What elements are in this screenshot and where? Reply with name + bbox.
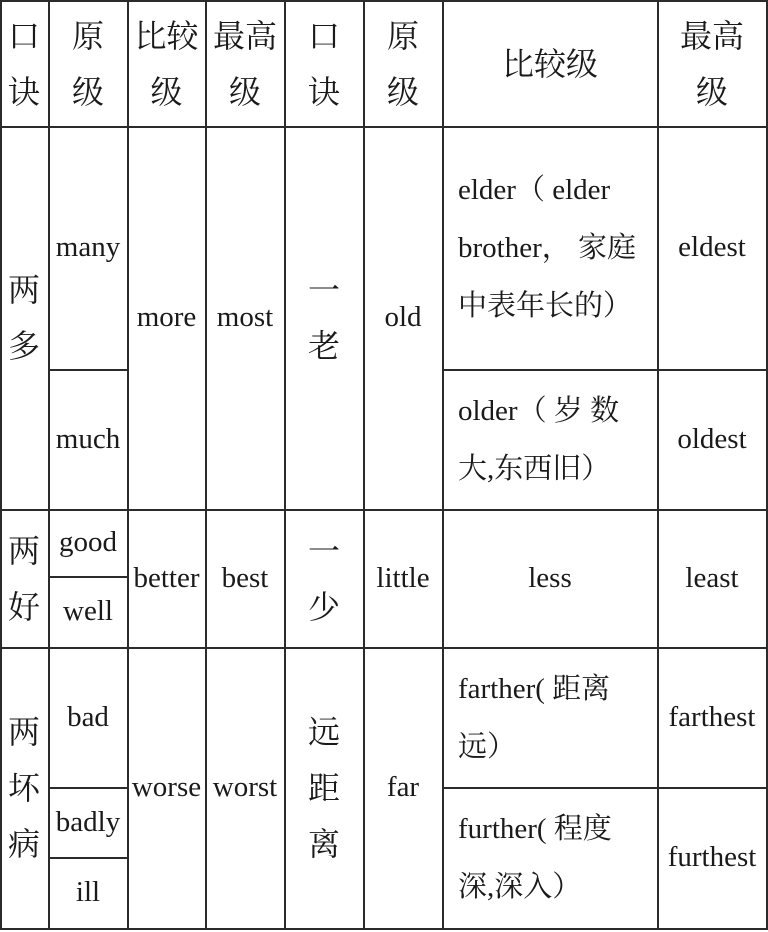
header-zuigaoji-2: 最高 级 [679,16,744,111]
superlative-least: least [685,561,739,594]
positive-much: much [55,422,121,455]
koujue-lianghao: 两 好 [7,531,40,626]
positive-ill: ill [75,876,101,909]
header-koujue: 口 诀 [7,16,40,111]
superlative-most: most [216,301,274,334]
positive-many: many [55,231,121,264]
header-bijiaoji-2: 比较级 [501,44,598,83]
koujue-yuanjuli: 远 距 离 [307,713,340,863]
koujue-yishao: 一 少 [307,531,340,626]
comparative-more: more [136,301,197,334]
superlative-furthest: furthest [667,841,757,874]
comparative-less: less [528,561,572,594]
positive-little: little [376,561,430,594]
comparative-elder: elder（ elder brother， 家庭中表年长的） [458,174,636,322]
positive-well: well [63,595,113,628]
superlative-farthest: farthest [668,700,756,733]
header-bijiaoji: 比较 级 [134,16,199,111]
koujue-yilao: 一 老 [307,271,340,365]
comparative-older: older（ 岁 数大,东西旧） [458,394,620,485]
header-koujue-2: 口 诀 [307,16,340,111]
header-yuanji-2: 原 级 [386,16,419,111]
positive-bad: bad [67,700,109,733]
header-zuigaoji: 最高 级 [212,16,277,111]
positive-far: far [386,771,420,804]
comparative-further: further( 程度深,深入） [458,813,612,903]
superlative-worst: worst [212,771,278,804]
comparative-farther: farther( 距离远） [458,672,611,763]
superlative-best: best [221,561,269,594]
superlative-eldest: eldest [678,231,746,264]
koujue-lianghuaibing: 两 坏 病 [7,713,40,863]
comparative-better: better [133,561,200,594]
comparative-worse: worse [131,771,202,804]
header-yuanji: 原 级 [71,16,104,111]
positive-good: good [59,526,117,559]
koujue-liangduo: 两 多 [7,271,40,365]
positive-badly: badly [55,805,121,838]
superlative-oldest: oldest [677,422,747,455]
positive-old: old [384,301,422,334]
